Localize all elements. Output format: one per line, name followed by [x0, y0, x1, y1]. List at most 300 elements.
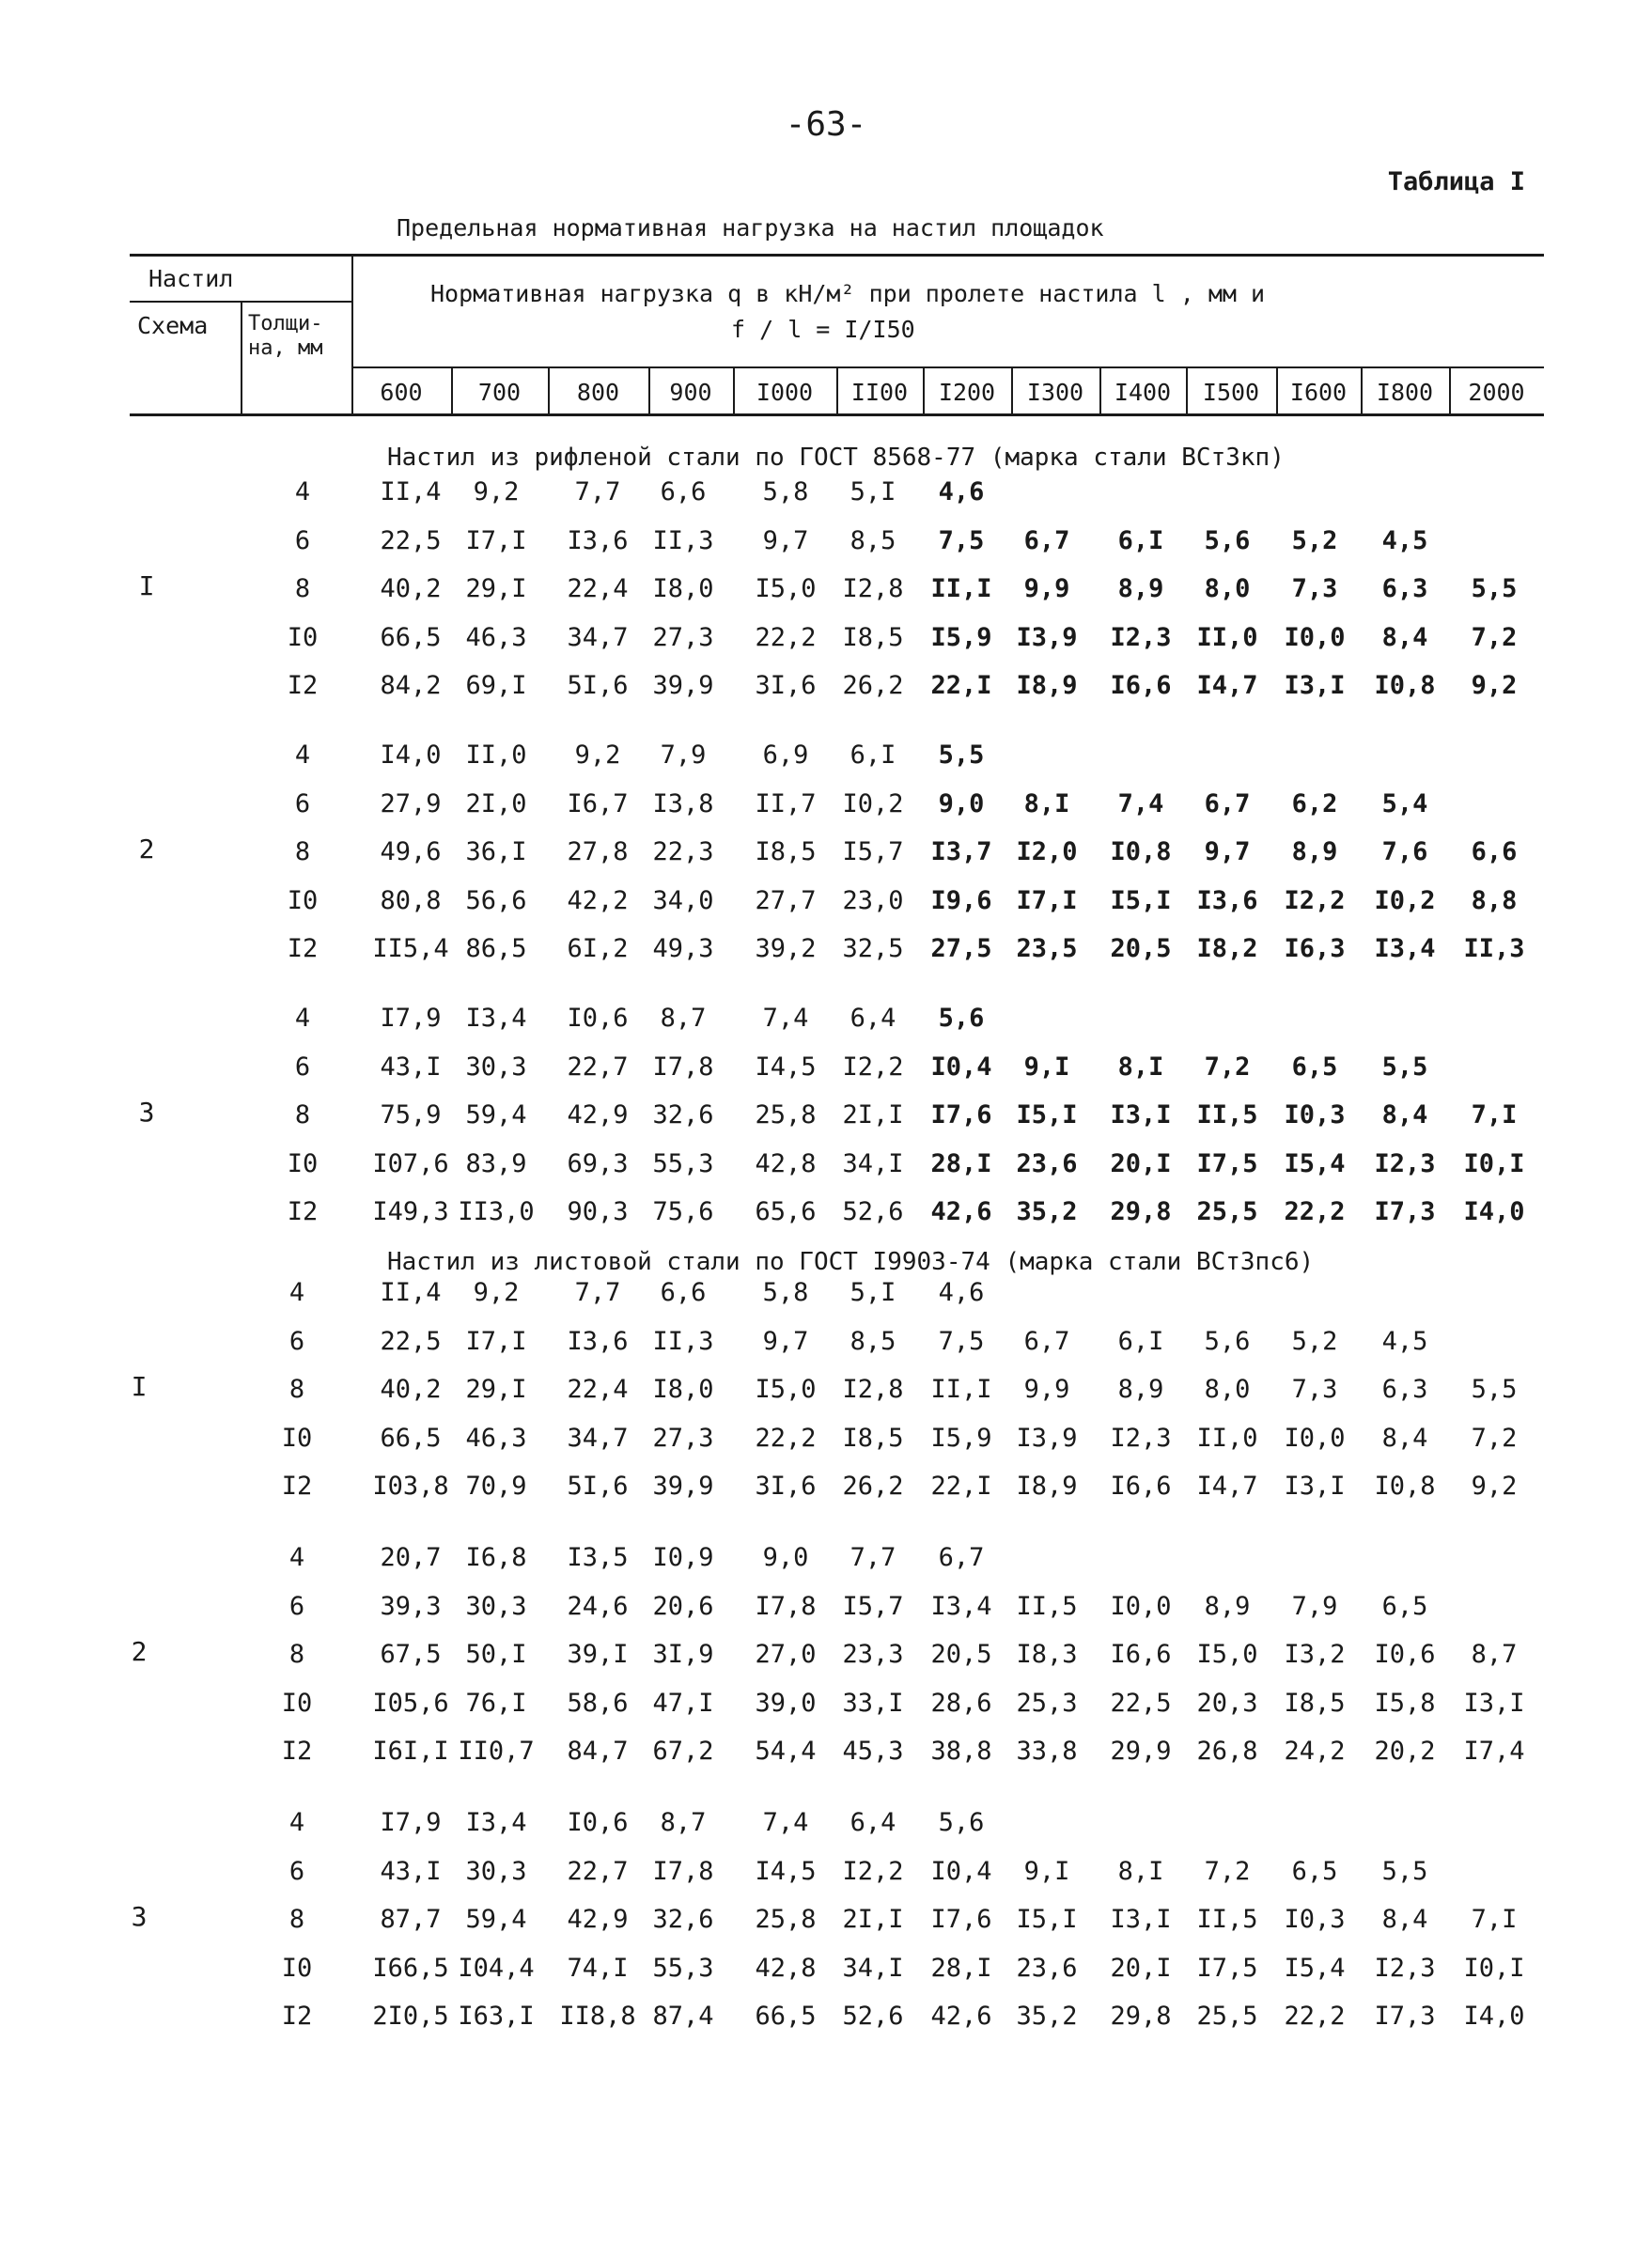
- table-cell: 20,I: [1110, 1953, 1172, 1983]
- table-cell: 9,2: [473, 477, 520, 507]
- table-cell: 7,6: [1381, 837, 1428, 866]
- table-cell: I0,I: [1463, 1953, 1525, 1983]
- table-cell: 43,I: [380, 1052, 442, 1082]
- table-cell: 9,2: [574, 740, 621, 770]
- table-cell: I0,I: [1463, 1148, 1525, 1178]
- table-cell: I66,5: [372, 1953, 449, 1983]
- span-header-3: 900: [669, 378, 712, 406]
- table-cell: 33,8: [1016, 1737, 1078, 1766]
- table-cell: I0,6: [567, 1808, 629, 1837]
- table-cell: I7,I: [465, 525, 527, 555]
- table-cell: 6,I: [849, 740, 896, 770]
- table-cell: 7,9: [660, 740, 707, 770]
- thickness-value: 6: [294, 1052, 311, 1082]
- table-cell: I49,3: [372, 1197, 449, 1226]
- table-cell: 35,2: [1016, 2002, 1078, 2031]
- table-cell: 35,2: [1016, 1197, 1078, 1226]
- table-cell: 27,3: [652, 622, 714, 652]
- table-cell: 3I,6: [755, 671, 817, 700]
- table-cell: I3,4: [465, 1808, 527, 1837]
- table-cell: 29,8: [1110, 2002, 1172, 2031]
- table-cell: I0,6: [567, 1004, 629, 1033]
- table-cell: 26,8: [1196, 1737, 1258, 1766]
- table-cell: I5,7: [842, 1591, 904, 1621]
- table-cell: 42,8: [755, 1148, 817, 1178]
- table-cell: 6,7: [1204, 788, 1251, 818]
- table-cell: 8,I: [1117, 1052, 1164, 1082]
- table-cell: I3,I: [1463, 1688, 1525, 1718]
- table-cell: II0,7: [458, 1737, 535, 1766]
- span-header-4: I000: [756, 378, 814, 406]
- table-cell: 38,8: [930, 1737, 992, 1766]
- table-cell: I8,5: [842, 622, 904, 652]
- table-cell: I7,8: [652, 1052, 714, 1082]
- table-cell: 8,5: [849, 1326, 896, 1356]
- table-cell: 30,3: [465, 1591, 527, 1621]
- table-cell: 5,2: [1291, 1326, 1338, 1356]
- table-cell: 5,6: [1204, 525, 1251, 555]
- table-cell: 69,3: [567, 1148, 629, 1178]
- table-cell: 26,2: [842, 1472, 904, 1501]
- table-cell: 39,I: [567, 1640, 629, 1669]
- table-cell: I2,3: [1374, 1148, 1436, 1178]
- table-cell: I0,0: [1110, 1591, 1172, 1621]
- table-cell: I4,0: [380, 740, 442, 770]
- table-cell: 23,6: [1016, 1148, 1078, 1178]
- scheme-label: 2: [138, 834, 155, 865]
- table-cell: 55,3: [652, 1953, 714, 1983]
- table-cell: 9,2: [1471, 671, 1518, 700]
- scheme-label: I: [131, 1371, 148, 1402]
- table-cell: I2,8: [842, 574, 904, 603]
- table-cell: 54,4: [755, 1737, 817, 1766]
- table-cell: 5,6: [938, 1004, 985, 1033]
- table-cell: 8,4: [1381, 1423, 1428, 1453]
- table-cell: 3I,6: [755, 1472, 817, 1501]
- table-cell: 4,5: [1381, 1326, 1428, 1356]
- table-cell: I5,9: [930, 1423, 992, 1453]
- table-cell: 20,5: [930, 1640, 992, 1669]
- table-cell: 22,I: [930, 1472, 992, 1501]
- table-cell: 6I,2: [567, 934, 629, 963]
- span-header-10: I600: [1289, 378, 1348, 406]
- table-cell: 39,3: [380, 1591, 442, 1621]
- table-cell: I0,9: [652, 1543, 714, 1572]
- table-cell: 67,5: [380, 1640, 442, 1669]
- table-cell: 87,7: [380, 1905, 442, 1934]
- table-cell: I7,6: [930, 1905, 992, 1934]
- table-cell: 29,I: [465, 1375, 527, 1404]
- table-cell: 5,8: [762, 1278, 809, 1307]
- table-cell: 6,I: [1117, 525, 1164, 555]
- header-schema: Схема: [137, 312, 209, 339]
- table-cell: 8,9: [1117, 574, 1164, 603]
- thickness-value: I2: [287, 671, 319, 700]
- table-cell: 6,7: [938, 1543, 985, 1572]
- table-cell: I8,9: [1016, 671, 1078, 700]
- table-cell: 9,2: [473, 1278, 520, 1307]
- table-cell: II,I: [930, 574, 992, 603]
- table-cell: I7,5: [1196, 1148, 1258, 1178]
- table-cell: I5,4: [1284, 1953, 1346, 1983]
- table-cell: 28,6: [930, 1688, 992, 1718]
- table-cell: I8,5: [842, 1423, 904, 1453]
- table-cell: II,0: [465, 740, 527, 770]
- table-cell: I6,7: [567, 788, 629, 818]
- table-cell: 20,2: [1374, 1737, 1436, 1766]
- table-cell: 9,I: [1023, 1856, 1070, 1886]
- thickness-value: I0: [281, 1688, 313, 1718]
- table-cell: 5,8: [762, 477, 809, 507]
- table-cell: 55,3: [652, 1148, 714, 1178]
- table-cell: 8,9: [1117, 1375, 1164, 1404]
- table-cell: I07,6: [372, 1148, 449, 1178]
- table-cell: 45,3: [842, 1737, 904, 1766]
- table-cell: I0,3: [1284, 1100, 1346, 1130]
- table-cell: I6,6: [1110, 1472, 1172, 1501]
- table-cell: I0,6: [1374, 1640, 1436, 1669]
- table-label: Таблица I: [1387, 167, 1525, 196]
- thickness-value: 6: [288, 1856, 305, 1886]
- table-cell: 40,2: [380, 574, 442, 603]
- table-cell: 5,4: [1381, 788, 1428, 818]
- table-cell: I4,5: [755, 1856, 817, 1886]
- table-cell: 42,6: [930, 2002, 992, 2031]
- table-cell: 9,9: [1023, 574, 1070, 603]
- table-cell: 6,7: [1023, 525, 1070, 555]
- table-cell: 42,6: [930, 1197, 992, 1226]
- table-cell: I0,0: [1284, 622, 1346, 652]
- table-cell: I7,9: [380, 1808, 442, 1837]
- table-cell: I3,I: [1284, 671, 1346, 700]
- table-title: Предельная нормативная нагрузка на настил площадок: [397, 214, 1104, 242]
- table-cell: 42,8: [755, 1953, 817, 1983]
- table-cell: 47,I: [652, 1688, 714, 1718]
- thickness-value: 6: [294, 525, 311, 555]
- table-cell: 7,3: [1291, 574, 1338, 603]
- table-cell: I7,I: [465, 1326, 527, 1356]
- span-header-1: 700: [477, 378, 522, 406]
- table-cell: 22,2: [755, 622, 817, 652]
- table-cell: I5,9: [930, 622, 992, 652]
- table-cell: I8,5: [1284, 1688, 1346, 1718]
- table-cell: 87,4: [652, 2002, 714, 2031]
- table-cell: II,4: [380, 1278, 442, 1307]
- table-cell: 30,3: [465, 1856, 527, 1886]
- table-cell: II,0: [1196, 1423, 1258, 1453]
- table-cell: I6,8: [465, 1543, 527, 1572]
- table-cell: 4,6: [938, 477, 985, 507]
- table-cell: 27,9: [380, 788, 442, 818]
- table-cell: I7,6: [930, 1100, 992, 1130]
- table-cell: I2,2: [842, 1052, 904, 1082]
- table-cell: 8,9: [1291, 837, 1338, 866]
- scheme-label: I: [138, 570, 155, 601]
- table-cell: I6,6: [1110, 671, 1172, 700]
- table-cell: II3,0: [458, 1197, 535, 1226]
- table-cell: 22,2: [1284, 1197, 1346, 1226]
- scheme-label: 3: [138, 1097, 155, 1128]
- table-cell: I7,3: [1374, 2002, 1436, 2031]
- table-cell: I2,2: [1284, 885, 1346, 915]
- table-cell: 5I,6: [567, 671, 629, 700]
- table-cell: 23,5: [1016, 934, 1078, 963]
- table-cell: 84,7: [567, 1737, 629, 1766]
- page-number: -63-: [785, 105, 867, 144]
- table-cell: II,7: [755, 788, 817, 818]
- table-cell: I0,4: [930, 1856, 992, 1886]
- table-cell: 90,3: [567, 1197, 629, 1226]
- table-cell: 8,7: [1471, 1640, 1518, 1669]
- table-cell: 66,5: [755, 2002, 817, 2031]
- table-cell: 34,7: [567, 1423, 629, 1453]
- table-cell: 20,5: [1110, 934, 1172, 963]
- table-cell: 25,8: [755, 1100, 817, 1130]
- table-cell: 2I0,5: [372, 2002, 449, 2031]
- table-cell: I2,3: [1110, 622, 1172, 652]
- table-cell: I3,7: [930, 837, 992, 866]
- table-cell: I8,9: [1016, 1472, 1078, 1501]
- table-cell: 9,7: [1204, 837, 1251, 866]
- table-cell: 27,5: [930, 934, 992, 963]
- table-cell: 7,2: [1204, 1052, 1251, 1082]
- table-cell: 7,2: [1204, 1856, 1251, 1886]
- table-cell: 22,7: [567, 1052, 629, 1082]
- table-cell: 59,4: [465, 1905, 527, 1934]
- table-cell: 34,I: [842, 1148, 904, 1178]
- table-cell: 7,I: [1471, 1100, 1518, 1130]
- table-cell: I03,8: [372, 1472, 449, 1501]
- table-cell: 5,I: [849, 477, 896, 507]
- table-cell: 8,I: [1117, 1856, 1164, 1886]
- table-cell: 27,8: [567, 837, 629, 866]
- table-cell: I8,0: [652, 574, 714, 603]
- table-cell: I3,8: [652, 788, 714, 818]
- table-cell: 5,5: [1471, 1375, 1518, 1404]
- table-cell: 5,5: [938, 740, 985, 770]
- table-cell: 25,5: [1196, 1197, 1258, 1226]
- table-cell: 49,6: [380, 837, 442, 866]
- table-cell: 8,4: [1381, 1100, 1428, 1130]
- table-cell: II,4: [380, 477, 442, 507]
- table-cell: 84,2: [380, 671, 442, 700]
- table-cell: II,5: [1016, 1591, 1078, 1621]
- table-cell: 27,0: [755, 1640, 817, 1669]
- table-cell: 5,5: [1381, 1052, 1428, 1082]
- table-cell: I5,0: [755, 1375, 817, 1404]
- table-cell: 34,I: [842, 1953, 904, 1983]
- table-cell: I7,8: [652, 1856, 714, 1886]
- table-cell: 2I,0: [465, 788, 527, 818]
- table-cell: I3,6: [1196, 885, 1258, 915]
- table-cell: 5,I: [849, 1278, 896, 1307]
- table-cell: 22,7: [567, 1856, 629, 1886]
- table-cell: 8,4: [1381, 1905, 1428, 1934]
- table-cell: 28,I: [930, 1148, 992, 1178]
- table-cell: 39,2: [755, 934, 817, 963]
- table-cell: 9,I: [1023, 1052, 1070, 1082]
- thickness-value: 6: [288, 1591, 305, 1621]
- table-cell: I5,I: [1016, 1905, 1078, 1934]
- table-cell: 22,4: [567, 1375, 629, 1404]
- table-cell: 65,6: [755, 1197, 817, 1226]
- table-cell: 34,7: [567, 622, 629, 652]
- table-cell: I7,3: [1374, 1197, 1436, 1226]
- table-cell: 9,7: [762, 1326, 809, 1356]
- table-cell: I2,8: [842, 1375, 904, 1404]
- table-cell: 8,I: [1023, 788, 1070, 818]
- table-cell: 9,7: [762, 525, 809, 555]
- table-cell: II,3: [1463, 934, 1525, 963]
- table-cell: I3,6: [567, 1326, 629, 1356]
- table-cell: 22,4: [567, 574, 629, 603]
- table-cell: I7,5: [1196, 1953, 1258, 1983]
- section-title: Настил из листовой стали по ГОСТ I9903-74 (марка стали ВСт3пс6): [387, 1248, 1315, 1276]
- table-cell: I3,6: [567, 525, 629, 555]
- table-cell: 42,9: [567, 1905, 629, 1934]
- table-cell: 6,4: [849, 1004, 896, 1033]
- table-cell: 22,5: [380, 1326, 442, 1356]
- table-cell: I6,6: [1110, 1640, 1172, 1669]
- table-cell: II,I: [930, 1375, 992, 1404]
- table-cell: 22,I: [930, 671, 992, 700]
- table-cell: 39,9: [652, 671, 714, 700]
- table-cell: I5,7: [842, 837, 904, 866]
- span-header-6: I200: [938, 378, 996, 406]
- thickness-value: I0: [287, 885, 319, 915]
- table-cell: I7,I: [1016, 885, 1078, 915]
- table-cell: II,5: [1196, 1100, 1258, 1130]
- table-cell: I4,0: [1463, 2002, 1525, 2031]
- table-cell: I5,I: [1110, 885, 1172, 915]
- thickness-value: I2: [287, 1197, 319, 1226]
- table-cell: I7,8: [755, 1591, 817, 1621]
- table-cell: I5,4: [1284, 1148, 1346, 1178]
- thickness-value: I0: [287, 622, 319, 652]
- table-cell: I0,4: [930, 1052, 992, 1082]
- table-cell: I7,9: [380, 1004, 442, 1033]
- table-cell: I3,2: [1284, 1640, 1346, 1669]
- table-cell: 8,7: [660, 1004, 707, 1033]
- table-cell: 8,5: [849, 525, 896, 555]
- table-cell: I04,4: [458, 1953, 535, 1983]
- table-cell: 20,3: [1196, 1688, 1258, 1718]
- table-cell: 42,9: [567, 1100, 629, 1130]
- table-cell: 33,I: [842, 1688, 904, 1718]
- table-cell: 39,0: [755, 1688, 817, 1718]
- table-cell: I5,0: [1196, 1640, 1258, 1669]
- table-cell: 7,7: [574, 1278, 621, 1307]
- table-cell: 32,6: [652, 1905, 714, 1934]
- table-cell: 25,8: [755, 1905, 817, 1934]
- table-cell: 29,8: [1110, 1197, 1172, 1226]
- table-cell: 30,3: [465, 1052, 527, 1082]
- scheme-label: 2: [131, 1636, 148, 1667]
- table-cell: 36,I: [465, 837, 527, 866]
- table-cell: I4,5: [755, 1052, 817, 1082]
- table-cell: 34,0: [652, 885, 714, 915]
- table-cell: 75,6: [652, 1197, 714, 1226]
- table-cell: 23,3: [842, 1640, 904, 1669]
- table-cell: 22,2: [1284, 2002, 1346, 2031]
- table-cell: 22,5: [380, 525, 442, 555]
- table-cell: 8,4: [1381, 622, 1428, 652]
- table-cell: I7,4: [1463, 1737, 1525, 1766]
- table-cell: 80,8: [380, 885, 442, 915]
- table-cell: 5,6: [1204, 1326, 1251, 1356]
- table-cell: 25,3: [1016, 1688, 1078, 1718]
- table-cell: I0,2: [1374, 885, 1436, 915]
- table-cell: 8,8: [1471, 885, 1518, 915]
- table-cell: 59,4: [465, 1100, 527, 1130]
- table-cell: 66,5: [380, 622, 442, 652]
- table-cell: 7,4: [1117, 788, 1164, 818]
- table-cell: I2,3: [1110, 1423, 1172, 1453]
- table-cell: 2I,I: [842, 1100, 904, 1130]
- thickness-value: 4: [294, 1004, 311, 1033]
- table-cell: I3,4: [930, 1591, 992, 1621]
- table-cell: II5,4: [372, 934, 449, 963]
- thickness-value: 6: [294, 788, 311, 818]
- thickness-value: I0: [287, 1148, 319, 1178]
- table-cell: 42,2: [567, 885, 629, 915]
- table-cell: 75,9: [380, 1100, 442, 1130]
- table-cell: I0,0: [1284, 1423, 1346, 1453]
- table-cell: II,5: [1196, 1905, 1258, 1934]
- table-cell: 20,I: [1110, 1148, 1172, 1178]
- table-cell: 20,7: [380, 1543, 442, 1572]
- table-cell: I8,3: [1016, 1640, 1078, 1669]
- table-cell: I6I,I: [372, 1737, 449, 1766]
- table-cell: I9,6: [930, 885, 992, 915]
- table-cell: I4,7: [1196, 671, 1258, 700]
- thickness-value: 8: [294, 574, 311, 603]
- thickness-value: 8: [288, 1640, 305, 1669]
- span-header-7: I300: [1026, 378, 1084, 406]
- table-cell: 5,2: [1291, 525, 1338, 555]
- thickness-value: 8: [294, 1100, 311, 1130]
- table-cell: 8,9: [1204, 1591, 1251, 1621]
- table-cell: 32,5: [842, 934, 904, 963]
- thickness-value: 4: [294, 477, 311, 507]
- table-cell: 6,6: [660, 477, 707, 507]
- thickness-value: 4: [288, 1278, 305, 1307]
- table-cell: 7,5: [938, 1326, 985, 1356]
- table-cell: 8,0: [1204, 574, 1251, 603]
- table-cell: 6,5: [1291, 1856, 1338, 1886]
- table-cell: 7,4: [762, 1004, 809, 1033]
- table-cell: 7,5: [938, 525, 985, 555]
- table-cell: I5,0: [755, 574, 817, 603]
- table-cell: 43,I: [380, 1856, 442, 1886]
- table-cell: I6,3: [1284, 934, 1346, 963]
- table-cell: 22,2: [755, 1423, 817, 1453]
- table-cell: I3,4: [465, 1004, 527, 1033]
- table-cell: I0,3: [1284, 1905, 1346, 1934]
- table-cell: 39,9: [652, 1472, 714, 1501]
- table-cell: 5,5: [1471, 574, 1518, 603]
- span-header-2: 800: [576, 378, 620, 406]
- table-cell: 3I,9: [652, 1640, 714, 1669]
- table-cell: I8,5: [755, 837, 817, 866]
- table-cell: 6,4: [849, 1808, 896, 1837]
- thickness-value: I2: [281, 1472, 313, 1501]
- table-cell: 86,5: [465, 934, 527, 963]
- table-cell: I8,2: [1196, 934, 1258, 963]
- header-load-line1: Нормативная нагрузка q в кН/м² при пролете настила l , мм и: [430, 280, 1266, 307]
- table-cell: 6,7: [1023, 1326, 1070, 1356]
- span-header-0: 600: [380, 378, 423, 406]
